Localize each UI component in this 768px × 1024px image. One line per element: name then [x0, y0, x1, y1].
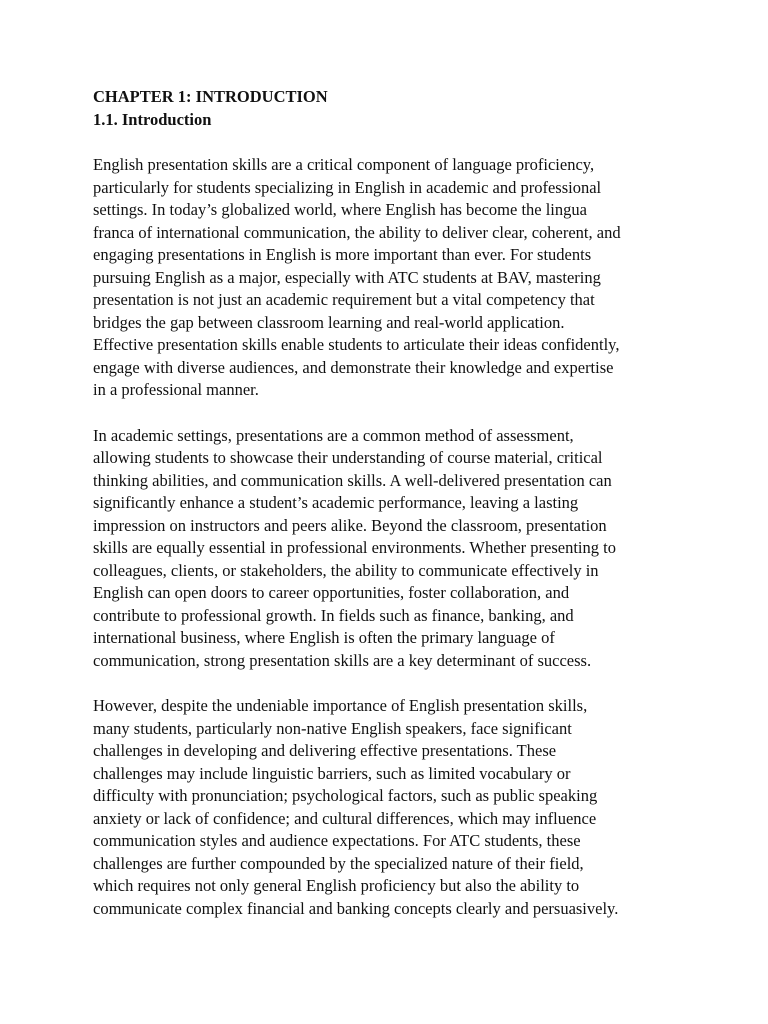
text-line: skills are equally essential in professional environments. Whether presenting to: [93, 538, 616, 557]
text-line: which requires not only general English proficiency but also the ability to: [93, 876, 580, 895]
text-line: colleagues, clients, or stakeholders, the ability to communicate effectively in: [93, 560, 599, 580]
paragraph: [93, 695, 683, 920]
text-line: significantly enhance a student’s academic performance, leaving a lasting: [93, 493, 579, 512]
text-line: bridges the gap between classroom learning and real-world application.: [93, 312, 565, 332]
text-line: engaging presentations in English is more important than ever. For students: [93, 245, 592, 264]
paragraph: [93, 154, 683, 402]
text-line: contribute to professional growth. In fields such as finance, banking, and: [93, 605, 574, 625]
text-line: challenges in developing and delivering effective presentations. These: [93, 741, 557, 760]
text-line: settings. In today’s globalized world, where English has become the lingua: [93, 200, 587, 219]
text-line: particularly for students specializing in English in academic and professional: [93, 177, 602, 197]
paragraph: [93, 425, 683, 673]
text-line: in a professional manner.: [93, 380, 259, 399]
text-line: thinking abilities, and communication skills. A well-delivered presentation can: [93, 470, 612, 490]
section-title: 1.1. Introduction: [93, 110, 212, 129]
chapter-title: CHAPTER 1: INTRODUCTION: [93, 87, 328, 106]
text-line: pursuing English as a major, especially with ATC students at BAV, mastering: [93, 267, 601, 287]
text-line: However, despite the undeniable importance of English presentation skills,: [93, 696, 588, 715]
text-line: many students, particularly non-native English speakers, face significant: [93, 718, 572, 738]
text-line: difficulty with pronunciation; psychological factors, such as public speaking: [93, 786, 598, 805]
text-line: presentation is not just an academic requirement but a vital competency that: [93, 290, 595, 309]
text-line: challenges are further compounded by the specialized nature of their field,: [93, 853, 584, 873]
text-line: allowing students to showcase their understanding of course material, critical: [93, 448, 603, 467]
text-line: challenges may include linguistic barriers, such as limited vocabulary or: [93, 763, 571, 783]
document-body: [93, 154, 683, 920]
text-line: anxiety or lack of confidence; and cultural differences, which may influence: [93, 808, 597, 828]
document-page: [93, 86, 683, 943]
text-line: communication styles and audience expectations. For ATC students, these: [93, 831, 581, 850]
text-line: English can open doors to career opportunities, foster collaboration, and: [93, 583, 570, 602]
text-line: franca of international communication, the ability to deliver clear, coherent, and: [93, 222, 621, 242]
text-line: communication, strong presentation skills are a key determinant of success.: [93, 650, 592, 670]
text-line: engage with diverse audiences, and demonstrate their knowledge and expertise: [93, 357, 614, 377]
text-line: Effective presentation skills enable students to articulate their ideas confidently,: [93, 335, 620, 354]
text-line: international business, where English is often the primary language of: [93, 628, 555, 647]
text-line: impression on instructors and peers alike. Beyond the classroom, presentation: [93, 515, 607, 535]
text-line: communicate complex financial and banking concepts clearly and persuasively.: [93, 898, 619, 918]
text-line: In academic settings, presentations are a common method of assessment,: [93, 425, 574, 445]
text-line: English presentation skills are a critical component of language proficiency,: [93, 155, 595, 174]
